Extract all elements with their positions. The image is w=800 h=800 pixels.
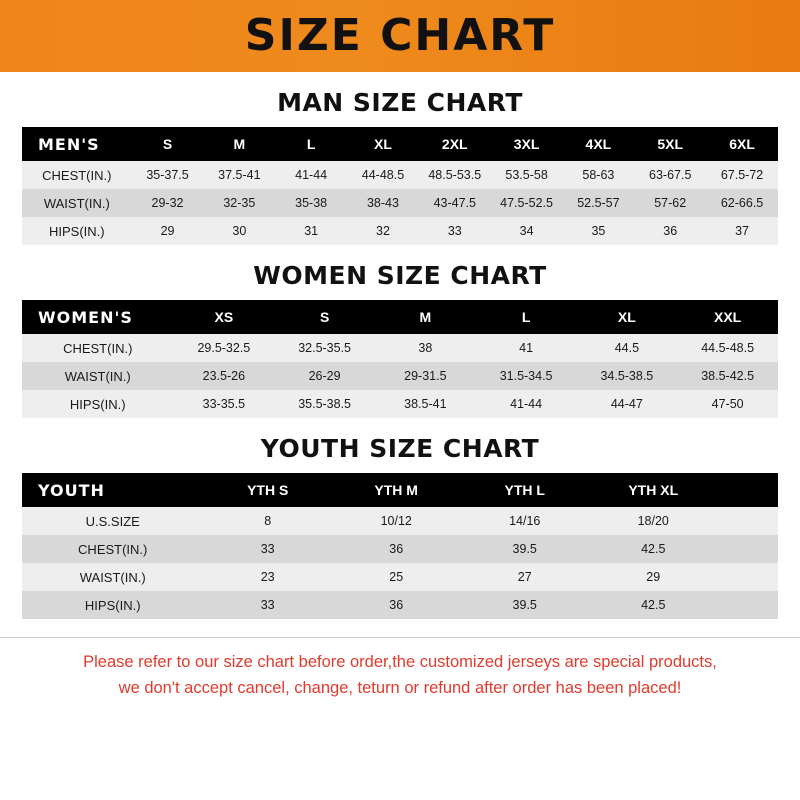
cell: 37.5-41 xyxy=(203,161,275,189)
col-header-s: S xyxy=(274,300,375,334)
col-header-s: S xyxy=(132,127,204,161)
table-header-row xyxy=(22,127,778,161)
cell: 42.5 xyxy=(589,535,718,563)
col-header-4xl: 4XL xyxy=(562,127,634,161)
col-header-womens: WOMEN'S xyxy=(22,300,173,334)
cell: 27 xyxy=(460,563,589,591)
cell: 62-66.5 xyxy=(706,189,778,217)
col-header-m: M xyxy=(203,127,275,161)
footer-line-1: Please refer to our size chart before order,the customized jerseys are special products, xyxy=(83,653,717,671)
cell: 18/20 xyxy=(589,507,718,535)
cell: 33 xyxy=(203,535,332,563)
col-header-yth-m: YTH M xyxy=(332,473,461,507)
cell: 23.5-26 xyxy=(173,362,274,390)
cell: 35-38 xyxy=(275,189,347,217)
table-row xyxy=(22,189,778,217)
row-label-hips: HIPS(IN.) xyxy=(22,390,173,418)
col-header-5xl: 5XL xyxy=(634,127,706,161)
cell: 29 xyxy=(589,563,718,591)
cell: 44.5-48.5 xyxy=(677,334,778,362)
col-header-yth-xl: YTH XL xyxy=(589,473,718,507)
section-title-women: WOMEN SIZE CHART xyxy=(253,261,547,290)
cell: 38 xyxy=(375,334,476,362)
cell: 33 xyxy=(203,591,332,619)
col-header-2xl: 2XL xyxy=(419,127,491,161)
section-title-men: MAN SIZE CHART xyxy=(277,88,523,117)
col-header-xl: XL xyxy=(576,300,677,334)
cell: 29-32 xyxy=(132,189,204,217)
table-row xyxy=(22,535,778,563)
cell: 38-43 xyxy=(347,189,419,217)
footer-disclaimer xyxy=(0,637,800,701)
cell: 34 xyxy=(491,217,563,245)
cell: 44-48.5 xyxy=(347,161,419,189)
cell: 37 xyxy=(706,217,778,245)
row-label-waist: WAIST(IN.) xyxy=(22,563,203,591)
section-women xyxy=(22,261,778,418)
section-youth xyxy=(22,434,778,619)
cell: 41 xyxy=(476,334,577,362)
cell: 31 xyxy=(275,217,347,245)
chart-content xyxy=(0,88,800,619)
cell: 26-29 xyxy=(274,362,375,390)
col-header-6xl: 6XL xyxy=(706,127,778,161)
table-row xyxy=(22,591,778,619)
cell: 25 xyxy=(332,563,461,591)
footer-line-2: we don't accept cancel, change, teturn or refund after order has been placed! xyxy=(118,678,682,697)
table-header-row xyxy=(22,473,778,507)
row-label-hips: HIPS(IN.) xyxy=(22,591,203,619)
row-label-us-size: U.S.SIZE xyxy=(22,507,203,535)
cell-spacer xyxy=(718,535,779,563)
cell: 14/16 xyxy=(460,507,589,535)
row-label-waist: WAIST(IN.) xyxy=(22,189,132,217)
table-row xyxy=(22,362,778,390)
col-header-xs: XS xyxy=(173,300,274,334)
col-header-mens: MEN'S xyxy=(22,127,132,161)
col-header-spacer xyxy=(718,473,779,507)
cell: 39.5 xyxy=(460,535,589,563)
row-label-chest: CHEST(IN.) xyxy=(22,161,132,189)
col-header-xl: XL xyxy=(347,127,419,161)
cell: 53.5-58 xyxy=(491,161,563,189)
cell: 43-47.5 xyxy=(419,189,491,217)
cell: 63-67.5 xyxy=(634,161,706,189)
table-row xyxy=(22,334,778,362)
cell: 29 xyxy=(132,217,204,245)
cell: 44.5 xyxy=(576,334,677,362)
col-header-l: L xyxy=(275,127,347,161)
cell: 35-37.5 xyxy=(132,161,204,189)
cell: 47-50 xyxy=(677,390,778,418)
row-label-chest: CHEST(IN.) xyxy=(22,535,203,563)
page-banner xyxy=(0,0,800,72)
men-size-table xyxy=(22,127,778,245)
table-header-row xyxy=(22,300,778,334)
cell: 41-44 xyxy=(476,390,577,418)
col-header-m: M xyxy=(375,300,476,334)
table-row xyxy=(22,161,778,189)
cell: 32-35 xyxy=(203,189,275,217)
cell: 35.5-38.5 xyxy=(274,390,375,418)
section-title-youth: YOUTH SIZE CHART xyxy=(260,434,540,463)
cell: 29-31.5 xyxy=(375,362,476,390)
cell: 32.5-35.5 xyxy=(274,334,375,362)
cell-spacer xyxy=(718,591,779,619)
col-header-l: L xyxy=(476,300,577,334)
table-row xyxy=(22,507,778,535)
cell: 67.5-72 xyxy=(706,161,778,189)
col-header-xxl: XXL xyxy=(677,300,778,334)
cell: 42.5 xyxy=(589,591,718,619)
cell: 10/12 xyxy=(332,507,461,535)
cell-spacer xyxy=(718,563,779,591)
row-label-chest: CHEST(IN.) xyxy=(22,334,173,362)
women-size-table xyxy=(22,300,778,418)
cell: 32 xyxy=(347,217,419,245)
cell: 33-35.5 xyxy=(173,390,274,418)
cell-spacer xyxy=(718,507,779,535)
row-label-hips: HIPS(IN.) xyxy=(22,217,132,245)
cell: 30 xyxy=(203,217,275,245)
col-header-3xl: 3XL xyxy=(491,127,563,161)
cell: 47.5-52.5 xyxy=(491,189,563,217)
cell: 48.5-53.5 xyxy=(419,161,491,189)
col-header-youth: YOUTH xyxy=(22,473,203,507)
cell: 36 xyxy=(332,591,461,619)
cell: 31.5-34.5 xyxy=(476,362,577,390)
section-men xyxy=(22,88,778,245)
cell: 23 xyxy=(203,563,332,591)
page-title: SIZE CHART xyxy=(244,10,556,61)
cell: 29.5-32.5 xyxy=(173,334,274,362)
table-row xyxy=(22,390,778,418)
cell: 33 xyxy=(419,217,491,245)
cell: 38.5-41 xyxy=(375,390,476,418)
cell: 41-44 xyxy=(275,161,347,189)
table-row xyxy=(22,217,778,245)
cell: 52.5-57 xyxy=(562,189,634,217)
cell: 36 xyxy=(332,535,461,563)
cell: 58-63 xyxy=(562,161,634,189)
youth-size-table xyxy=(22,473,778,619)
cell: 44-47 xyxy=(576,390,677,418)
cell: 57-62 xyxy=(634,189,706,217)
row-label-waist: WAIST(IN.) xyxy=(22,362,173,390)
cell: 36 xyxy=(634,217,706,245)
cell: 38.5-42.5 xyxy=(677,362,778,390)
cell: 39.5 xyxy=(460,591,589,619)
table-row xyxy=(22,563,778,591)
col-header-yth-l: YTH L xyxy=(460,473,589,507)
cell: 35 xyxy=(562,217,634,245)
cell: 8 xyxy=(203,507,332,535)
cell: 34.5-38.5 xyxy=(576,362,677,390)
col-header-yth-s: YTH S xyxy=(203,473,332,507)
